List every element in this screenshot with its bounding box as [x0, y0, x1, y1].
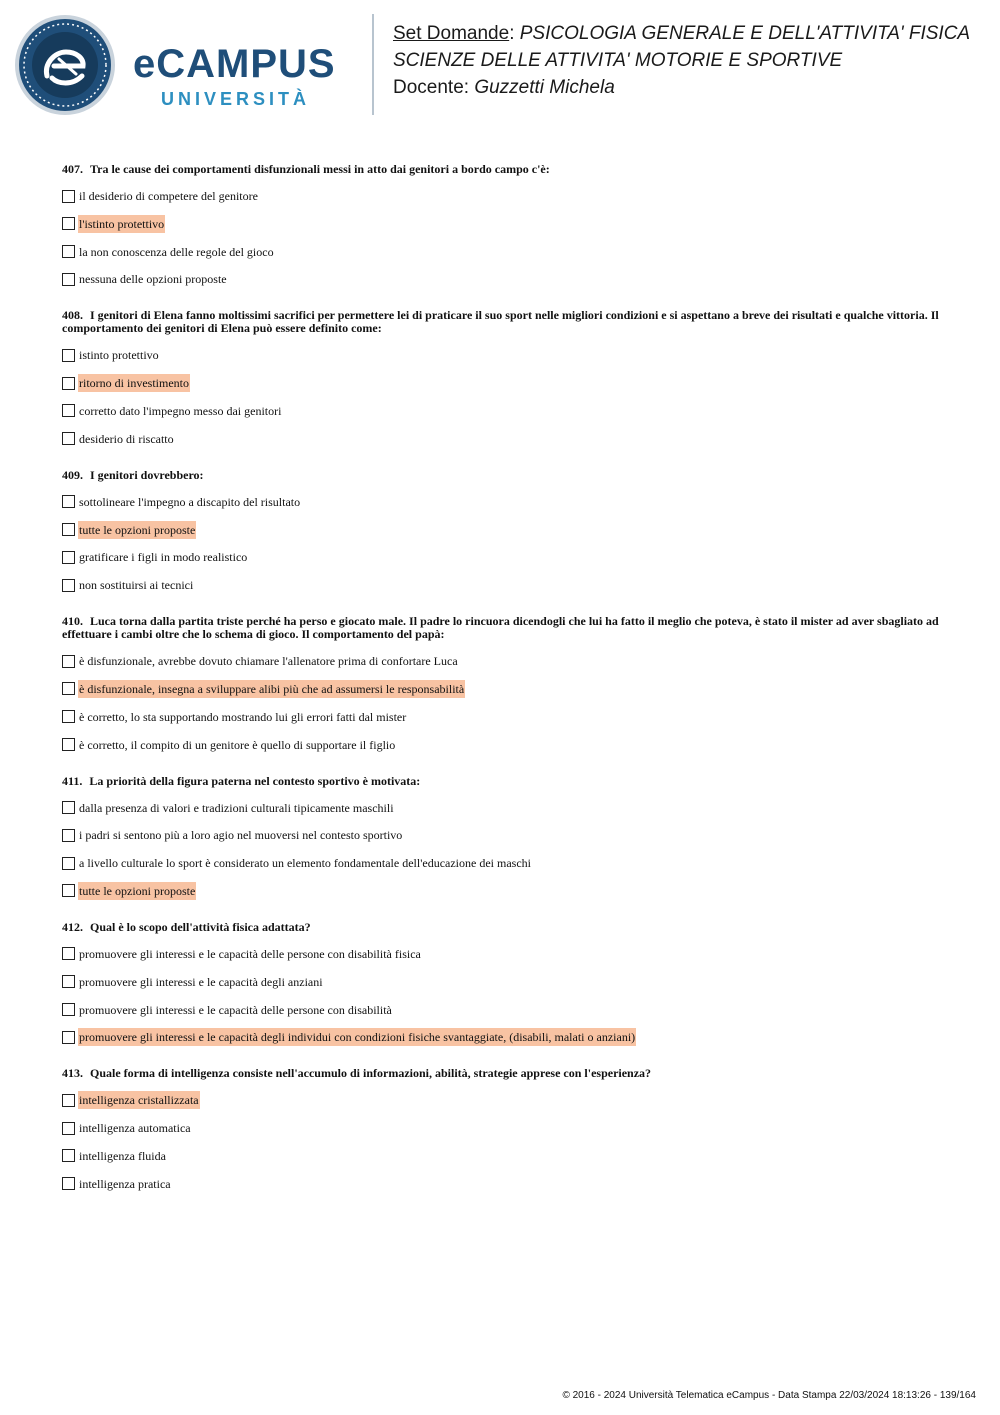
question-list — [62, 163, 942, 1214]
answer-text: intelligenza fluida — [79, 1148, 166, 1163]
answer-option — [62, 1147, 942, 1165]
question-number: 407. — [62, 162, 83, 176]
answer-option — [62, 882, 942, 900]
teacher-line — [393, 77, 615, 99]
answer-text: è corretto, il compito di un genitore è quello di supportare il figlio — [79, 737, 396, 752]
answer-checkbox[interactable] — [62, 710, 75, 723]
question-title — [62, 615, 942, 641]
answer-option — [62, 1091, 942, 1109]
answer-checkbox[interactable] — [62, 884, 75, 897]
question-number: 410. — [62, 614, 83, 629]
answer-checkbox[interactable] — [62, 1003, 75, 1016]
answer-text: nessuna delle opzioni proposte — [79, 272, 227, 287]
answer-text: intelligenza automatica — [79, 1121, 191, 1136]
answer-checkbox[interactable] — [62, 857, 75, 870]
answer-text: non sostituirsi ai tecnici — [79, 578, 194, 593]
answer-text-correct: promuovere gli interessi e le capacità degli individui con condizioni fisiche svantaggiate, (disabili, malati o anziani) — [79, 1030, 636, 1045]
answer-text: a livello culturale lo sport è considerato un elemento fondamentale dell'educazione dei maschi — [79, 856, 531, 871]
answer-option — [62, 1001, 942, 1019]
question-number: 413. — [62, 1066, 83, 1081]
answer-text: è disfunzionale, avrebbe dovuto chiamare l'allenatore prima di confortare Luca — [79, 654, 458, 669]
question-title — [62, 163, 942, 176]
answer-checkbox[interactable] — [62, 1177, 75, 1190]
answer-option — [62, 430, 942, 448]
question-text: La priorità della figura paterna nel contesto sportivo è motivata: — [89, 773, 421, 788]
answer-text: promuovere gli interessi e le capacità delle persone con disabilità — [79, 1002, 392, 1017]
question-text: I genitori di Elena fanno moltissimi sacrifici per permettere lei di praticare il suo sport nelle migliori condizioni e si aspettano a breve dei risultati e qualche vittoria. Il comportamento dei genitori di Elena può essere definito come: — [62, 308, 939, 336]
answer-checkbox[interactable] — [62, 829, 75, 842]
answer-text: promuovere gli interessi e le capacità degli anziani — [79, 974, 323, 989]
answer-option — [62, 1028, 942, 1046]
question-block — [62, 921, 942, 1046]
teacher-label: Docente: — [393, 77, 475, 98]
answer-checkbox[interactable] — [62, 1094, 75, 1107]
answer-checkbox[interactable] — [62, 682, 75, 695]
page-footer: © 2016 - 2024 Università Telematica eCampus - Data Stampa 22/03/2024 18:13:26 - 139/164 — [562, 1390, 976, 1401]
answer-text: sottolineare l'impegno a discapito del risultato — [79, 494, 301, 509]
answer-option — [62, 652, 942, 670]
answer-text-correct: ritorno di investimento — [79, 376, 189, 391]
answer-text: intelligenza pratica — [79, 1176, 171, 1191]
answer-checkbox[interactable] — [62, 349, 75, 362]
answer-option — [62, 945, 942, 963]
answer-checkbox[interactable] — [62, 495, 75, 508]
question-number: 412. — [62, 919, 83, 934]
question-block — [62, 775, 942, 900]
answer-checkbox[interactable] — [62, 947, 75, 960]
answer-checkbox[interactable] — [62, 273, 75, 286]
answer-text-correct: è disfunzionale, insegna a sviluppare alibi più che ad assumersi le responsabilità — [79, 681, 465, 696]
answer-option — [62, 270, 942, 288]
answer-text-correct: tutte le opzioni proposte — [79, 522, 196, 537]
answer-text-correct: l'istinto protettivo — [79, 216, 165, 231]
question-block — [62, 1067, 942, 1192]
set-label: Set Domande — [393, 23, 510, 44]
page-header — [0, 0, 1000, 130]
answer-option — [62, 187, 942, 205]
answer-option — [62, 576, 942, 594]
question-number: 408. — [62, 308, 83, 323]
question-number: 411. — [62, 773, 83, 788]
answer-option — [62, 346, 942, 364]
answer-text: il desiderio di competere del genitore — [79, 189, 258, 203]
answer-checkbox[interactable] — [62, 738, 75, 751]
answer-text: corretto dato l'impegno messo dai genitori — [79, 403, 282, 418]
header-divider — [372, 14, 374, 115]
teacher-name: Guzzetti Michela — [474, 77, 615, 98]
question-text: Quale forma di intelligenza consiste nell'accumulo di informazioni, abilità, strategie apprese con l'esperienza? — [90, 1066, 652, 1081]
answer-checkbox[interactable] — [62, 432, 75, 445]
answer-checkbox[interactable] — [62, 404, 75, 417]
answer-checkbox[interactable] — [62, 655, 75, 668]
answer-checkbox[interactable] — [62, 551, 75, 564]
answer-checkbox[interactable] — [62, 377, 75, 390]
question-title — [62, 309, 942, 335]
answer-option — [62, 854, 942, 872]
universita-wordmark: UNIVERSITÀ — [161, 89, 311, 109]
answer-checkbox[interactable] — [62, 217, 75, 230]
answer-text: dalla presenza di valori e tradizioni culturali tipicamente maschili — [79, 800, 394, 815]
answer-text: gratificare i figli in modo realistico — [79, 550, 248, 565]
degree-title: SCIENZE DELLE ATTIVITA' MOTORIE E SPORTIVE — [393, 50, 843, 71]
answer-checkbox[interactable] — [62, 523, 75, 536]
answer-option — [62, 521, 942, 539]
answer-checkbox[interactable] — [62, 801, 75, 814]
answer-text: desiderio di riscatto — [79, 431, 174, 446]
answer-text: la non conoscenza delle regole del gioco — [79, 244, 274, 259]
question-block — [62, 469, 942, 594]
answer-option — [62, 799, 942, 817]
question-title — [62, 921, 942, 934]
question-title — [62, 775, 942, 788]
set-separator: : — [509, 23, 520, 44]
answer-option — [62, 973, 942, 991]
answer-option — [62, 215, 942, 233]
question-title — [62, 1067, 942, 1080]
answer-text: è corretto, lo sta supportando mostrando lui gli errori fatti dal mister — [79, 709, 407, 724]
answer-text-correct: intelligenza cristallizzata — [79, 1093, 199, 1108]
ecampus-seal-logo — [14, 14, 116, 116]
answer-option — [62, 243, 942, 261]
answer-checkbox[interactable] — [62, 1031, 75, 1044]
answer-option — [62, 680, 942, 698]
answer-option — [62, 1175, 942, 1193]
question-text: Qual è lo scopo dell'attività fisica adattata? — [90, 919, 311, 934]
answer-checkbox[interactable] — [62, 579, 75, 592]
answer-text: i padri si sentono più a loro agio nel muoversi nel contesto sportivo — [79, 828, 403, 843]
answer-checkbox[interactable] — [62, 190, 75, 203]
question-block — [62, 309, 942, 447]
answer-checkbox[interactable] — [62, 245, 75, 258]
set-domande-line — [393, 23, 970, 45]
answer-option — [62, 548, 942, 566]
answer-option — [62, 736, 942, 754]
answer-checkbox[interactable] — [62, 975, 75, 988]
answer-checkbox[interactable] — [62, 1122, 75, 1135]
question-block — [62, 615, 942, 753]
answer-checkbox[interactable] — [62, 1149, 75, 1162]
question-title — [62, 469, 942, 482]
answer-text: promuovere gli interessi e le capacità delle persone con disabilità fisica — [79, 946, 421, 961]
answer-option — [62, 1119, 942, 1137]
answer-text-correct: tutte le opzioni proposte — [79, 883, 196, 898]
answer-option — [62, 708, 942, 726]
question-number: 409. — [62, 467, 83, 482]
answer-option — [62, 493, 942, 511]
answer-option — [62, 402, 942, 420]
answer-text: istinto protettivo — [79, 348, 159, 363]
question-block — [62, 163, 942, 288]
course-title: PSICOLOGIA GENERALE E DELL'ATTIVITA' FISICA — [519, 23, 971, 44]
ecampus-wordmark: eCAMPUS — [133, 42, 336, 86]
question-text: Luca torna dalla partita triste perché ha perso e giocato male. Il padre lo rincuora dicendogli che lui ha fatto il meglio che poteva, è stato il mister ad aver sbagliato ad effettuare i cambi oltre che lo schema di gioco. Il comportamento del papà: — [62, 614, 939, 642]
question-text: I genitori dovrebbero: — [90, 467, 204, 482]
answer-option — [62, 374, 942, 392]
answer-option — [62, 826, 942, 844]
question-text: Tra le cause dei comportamenti disfunzionali messi in atto dai genitori a bordo campo c'è: — [90, 162, 550, 176]
